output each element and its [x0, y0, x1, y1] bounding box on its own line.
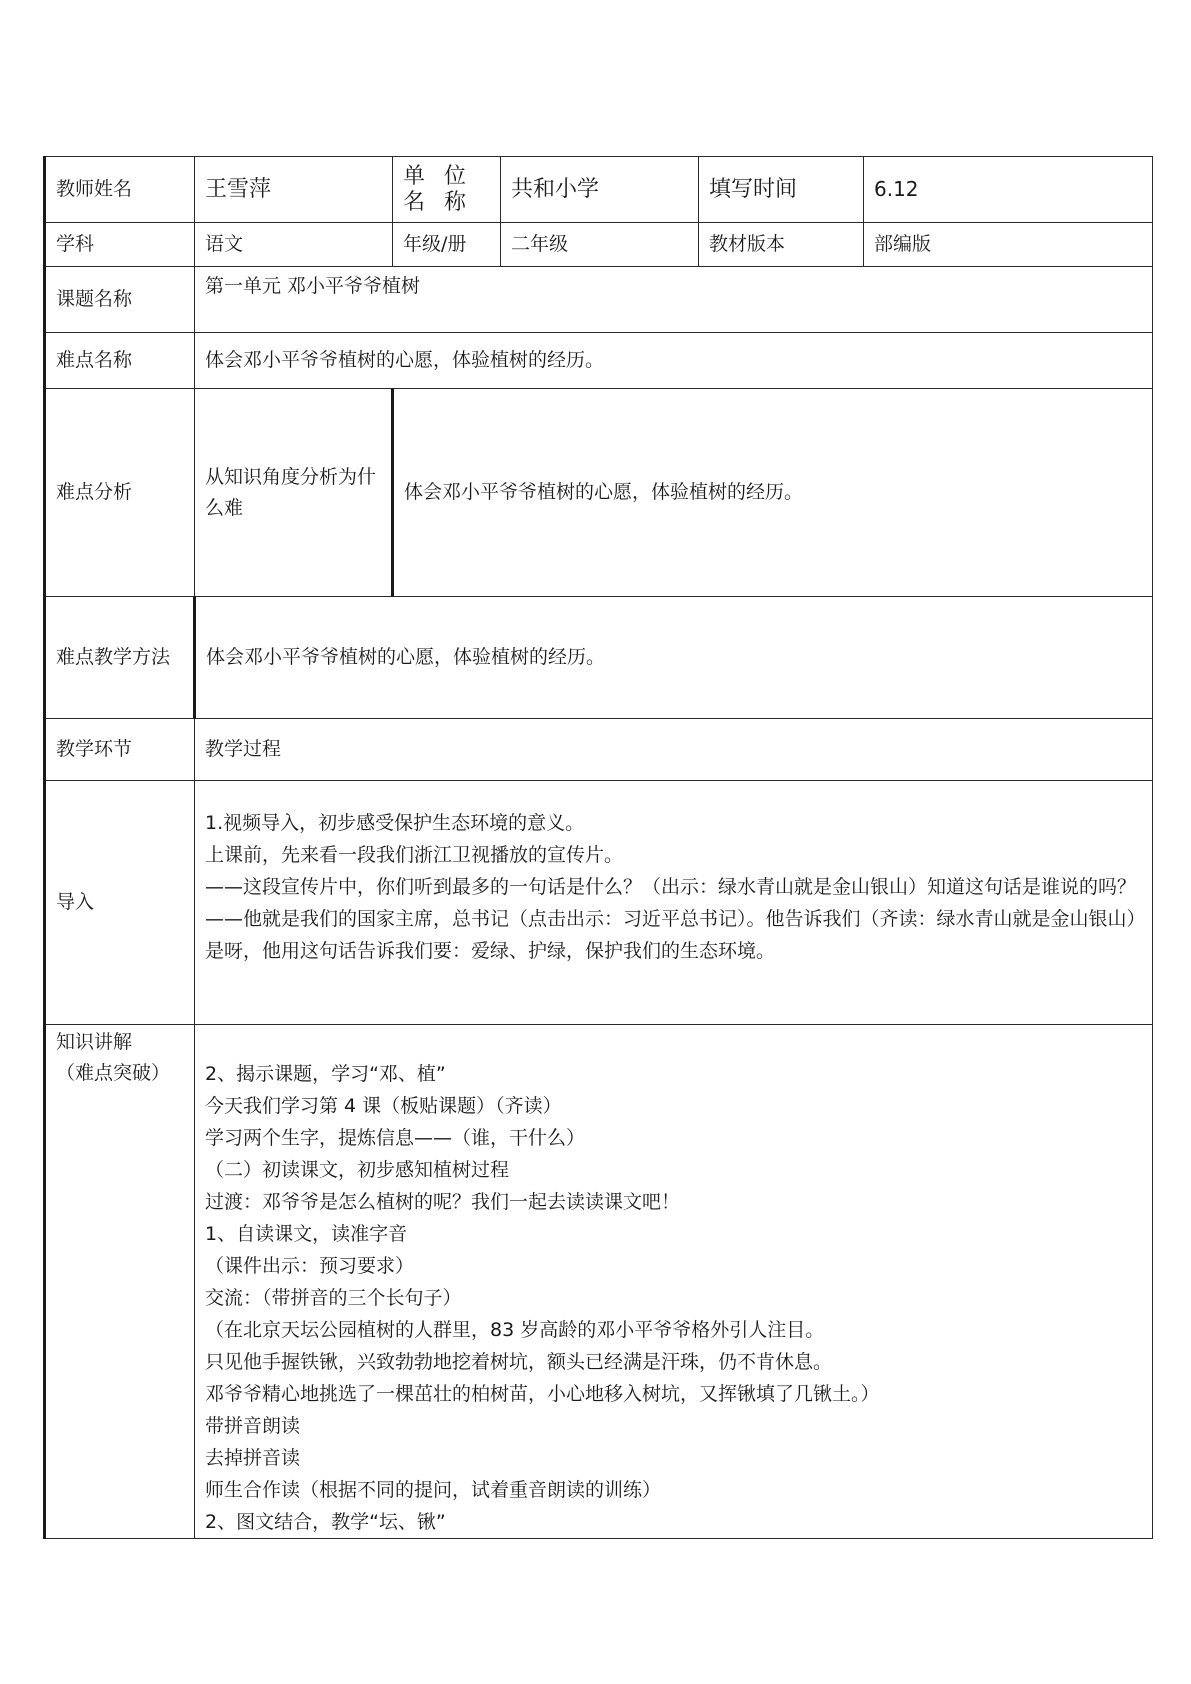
- method-row: [45, 597, 1153, 719]
- intro-line: 上课前，先来看一段我们浙江卫视播放的宣传片。: [205, 844, 624, 866]
- difficulty-row: [45, 333, 1153, 389]
- difficulty-value: 体会邓小平爷爷植树的心愿，体验植树的经历。: [195, 333, 1153, 389]
- method-label: 难点教学方法: [45, 597, 195, 719]
- knowledge-line: 交流：（带拼音的三个长句子）: [205, 1287, 462, 1309]
- grade-value: 二年级: [501, 223, 699, 267]
- knowledge-label: [45, 1025, 195, 1539]
- knowledge-content: [195, 1025, 1153, 1539]
- knowledge-row: [45, 1025, 1153, 1539]
- teacher-name-value: 王雪萍: [195, 157, 393, 223]
- knowledge-line: 学习两个生字，提炼信息——（谁，干什么）: [205, 1127, 586, 1149]
- analysis-label: 难点分析: [45, 389, 195, 597]
- knowledge-line: 带拼音朗读: [205, 1415, 301, 1437]
- topic-value: 第一单元 邓小平爷爷植树: [195, 267, 1153, 333]
- edition-value: 部编版: [864, 223, 1153, 267]
- knowledge-line: （课件出示：预习要求）: [205, 1255, 415, 1277]
- analysis-value: 体会邓小平爷爷植树的心愿，体验植树的经历。: [393, 389, 1153, 597]
- knowledge-line: 只见他手握铁锹，兴致勃勃地挖着树坑，额头已经满是汗珠，仍不肯休息。: [205, 1351, 833, 1373]
- lesson-plan-table: [43, 156, 1153, 1539]
- process-header-row: [45, 719, 1153, 781]
- difficulty-label: 难点名称: [45, 333, 195, 389]
- subject-label: 学科: [45, 223, 195, 267]
- edition-label: 教材版本: [699, 223, 864, 267]
- lesson-plan-sheet: [43, 156, 1151, 1539]
- intro-line: 1.视频导入，初步感受保护生态环境的意义。: [205, 812, 585, 834]
- knowledge-line: 1、自读课文，读准字音: [205, 1223, 408, 1245]
- process-value: 教学过程: [195, 719, 1153, 781]
- intro-content: [195, 781, 1153, 1025]
- knowledge-line: 今天我们学习第 4 课（板贴课题）（齐读）: [205, 1095, 562, 1117]
- header-row-2: [45, 223, 1153, 267]
- knowledge-line: 过渡：邓爷爷是怎么植树的呢？我们一起去读读课文吧！: [205, 1191, 681, 1213]
- date-value: 6.12: [864, 157, 1153, 223]
- method-value: 体会邓小平爷爷植树的心愿，体验植树的经历。: [195, 597, 1153, 719]
- knowledge-label-line: 知识讲解: [56, 1031, 133, 1053]
- knowledge-line: 2、揭示课题，学习“邓、植”: [205, 1063, 446, 1085]
- intro-label: 导入: [45, 781, 195, 1025]
- unit-name-value: 共和小学: [501, 157, 699, 223]
- subject-value: 语文: [195, 223, 393, 267]
- header-row-1: [45, 157, 1153, 223]
- knowledge-line: 师生合作读（根据不同的提问，试着重音朗读的训练）: [205, 1479, 662, 1501]
- teacher-name-label: 教师姓名: [45, 157, 195, 223]
- knowledge-line: 邓爷爷精心地挑选了一棵茁壮的柏树苗，小心地移入树坑，又挥锹填了几锹土。）: [205, 1383, 880, 1405]
- knowledge-line: 2、图文结合，教学“坛、锹”: [205, 1511, 446, 1533]
- topic-label: 课题名称: [45, 267, 195, 333]
- knowledge-line: 去掉拼音读: [205, 1447, 301, 1469]
- analysis-sub-label: 从知识角度分析为什么难: [195, 389, 393, 597]
- grade-label: 年级/册: [393, 223, 501, 267]
- intro-line: ——这段宣传片中，你们听到最多的一句话是什么？（出示：绿水青山就是金山银山）知道这句话是谁说的吗？——他就是我们的国家主席，总书记（点击出示：习近平总书记）。他告诉我们（齐读：绿水青山就是金山银山）是呀，他用这句话告诉我们要：爱绿、护绿，保护我们的生态环境。: [205, 876, 1137, 962]
- intro-row: [45, 781, 1153, 1025]
- knowledge-label-line: （难点突破）: [56, 1062, 171, 1084]
- analysis-row: [45, 389, 1153, 597]
- unit-name-label: 单 位 名 称: [393, 157, 501, 223]
- topic-row: [45, 267, 1153, 333]
- knowledge-line: （二）初读课文，初步感知植树过程: [205, 1159, 510, 1181]
- process-label: 教学环节: [45, 719, 195, 781]
- date-label: 填写时间: [699, 157, 864, 223]
- knowledge-line: （在北京天坛公园植树的人群里，83 岁高龄的邓小平爷爷格外引人注目。: [205, 1319, 825, 1341]
